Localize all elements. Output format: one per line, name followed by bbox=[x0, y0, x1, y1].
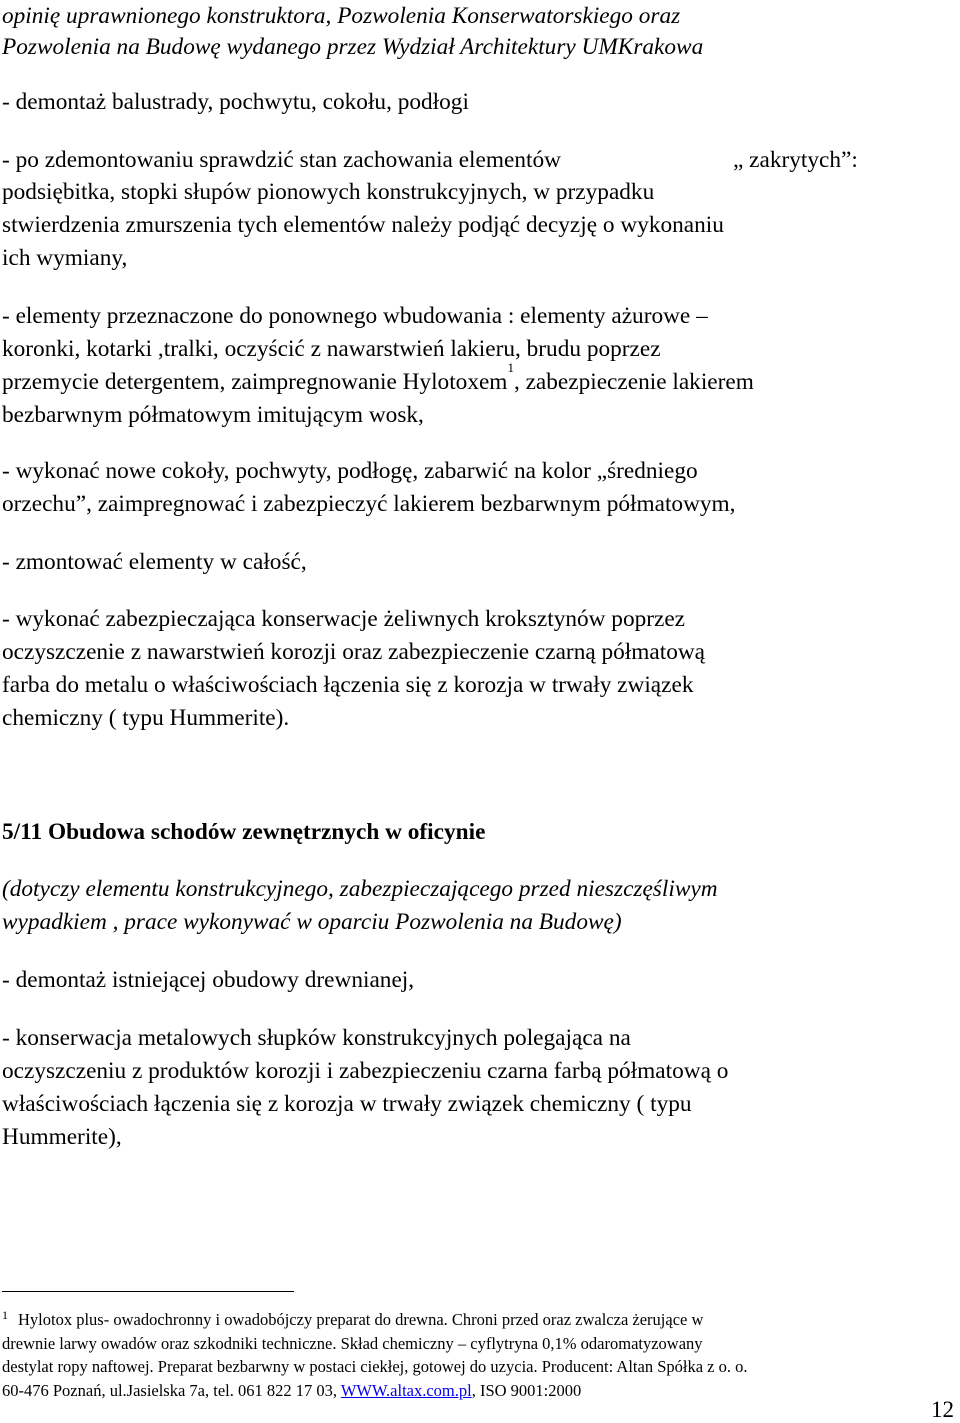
item-elementy-line-3a: przemycie detergentem, zaimpregnowanie Hylotoxem bbox=[2, 369, 508, 395]
item-elementy-line-1: - elementy przeznaczone do ponownego wbudowania : elementy ażurowe – bbox=[2, 303, 708, 329]
item-wykonac-line-1: - wykonać nowe cokoły, pochwyty, podłogę, zabarwić na kolor „średniego bbox=[2, 458, 698, 484]
altax-website-link[interactable]: WWW.altax.com.pl bbox=[340, 1381, 472, 1400]
footnote-line-1 bbox=[2, 1308, 703, 1333]
intro-line-2: Pozwolenia na Budowę wydanego przez Wydział Architektury UMKrakowa bbox=[2, 34, 704, 60]
item-elementy-line-2: koronki, kotarki ,tralki, oczyścić z nawarstwień lakieru, brudu poprzez bbox=[2, 336, 661, 362]
section-note-line-1: (dotyczy elementu konstrukcyjnego, zabezpieczającego przed nieszczęśliwym bbox=[2, 876, 718, 902]
intro-line-1: opinię uprawnionego konstruktora, Pozwolenia Konserwatorskiego oraz bbox=[2, 3, 681, 29]
item-zmontowac: - zmontować elementy w całość, bbox=[2, 549, 307, 575]
section-konserwacja-line-4: Hummerite), bbox=[2, 1124, 122, 1150]
item-sprawdz-line-4: ich wymiany, bbox=[2, 245, 128, 271]
section-demontaz: - demontaż istniejącej obudowy drewnianej, bbox=[2, 967, 415, 993]
item-sprawdz-line-1b: „ zakrytych”: bbox=[733, 147, 858, 173]
section-konserwacja-line-3: właściwościach łączenia się z korozja w trwały związek chemiczny ( typu bbox=[2, 1091, 692, 1117]
section-konserwacja-line-2: oczyszczeniu z produktów korozji i zabezpieczeniu czarna farbą półmatową o bbox=[2, 1058, 729, 1084]
footnote-line-3: destylat ropy naftowej. Preparat bezbarwny w postaci ciekłej, gotowej do uzycia. Producent: Altan Spółka z o. o. bbox=[2, 1357, 748, 1376]
footnote-address: 60-476 Poznań, ul.Jasielska 7a, tel. 061 822 17 03, bbox=[2, 1381, 341, 1400]
item-elementy-line-3b: , zabezpieczenie lakierem bbox=[513, 369, 754, 395]
item-demontaz: - demontaż balustrady, pochwytu, cokołu, podłogi bbox=[2, 89, 469, 115]
footnote-number: 1 bbox=[2, 1308, 8, 1322]
footnote-text-1: Hylotox plus- owadochronny i owadobójczy preparat do drewna. Chroni przed oraz zwalcza żerujące w bbox=[18, 1310, 704, 1329]
item-elementy-line-3 bbox=[2, 360, 754, 399]
footnote-line-4 bbox=[2, 1379, 581, 1402]
footnote-iso: , ISO 9001:2000 bbox=[471, 1381, 582, 1400]
item-konserwacje-line-3: farba do metalu o właściwościach łączenia się z korozja w trwały związek bbox=[2, 672, 694, 698]
item-wykonac-line-2: orzechu”, zaimpregnować i zabezpieczyć lakierem bezbarwnym półmatowym, bbox=[2, 491, 736, 517]
item-sprawdz-line-2: podsiębitka, stopki słupów pionowych konstrukcyjnych, w przypadku bbox=[2, 179, 655, 205]
item-elementy-line-4: bezbarwnym półmatowym imitującym wosk, bbox=[2, 402, 424, 428]
page-number: 12 bbox=[931, 1397, 954, 1422]
item-konserwacje-line-2: oczyszczenie z nawarstwień korozji oraz zabezpieczenie czarną półmatową bbox=[2, 639, 706, 665]
item-konserwacje-line-1: - wykonać zabezpieczająca konserwacje żeliwnych kroksztynów poprzez bbox=[2, 606, 686, 632]
section-konserwacja-line-1: - konserwacja metalowych słupków konstrukcyjnych polegająca na bbox=[2, 1025, 631, 1051]
footnote-line-2: drewnie larwy owadów oraz szkodniki techniczne. Skład chemiczny – cyflytryna 0,1% odaromatyzowany bbox=[2, 1334, 703, 1353]
section-heading: 5/11 Obudowa schodów zewnętrznych w oficynie bbox=[2, 819, 486, 845]
item-konserwacje-line-4: chemiczny ( typu Hummerite). bbox=[2, 705, 290, 731]
section-note-line-2: wypadkiem , prace wykonywać w oparciu Pozwolenia na Budowę) bbox=[2, 909, 622, 935]
item-sprawdz-line-1a: - po zdemontowaniu sprawdzić stan zachowania elementów bbox=[2, 147, 561, 173]
footnote-ref: 1 bbox=[507, 360, 514, 375]
item-sprawdz-line-3: stwierdzenia zmurszenia tych elementów należy podjąć decyzję o wykonaniu bbox=[2, 212, 724, 238]
footnote-separator bbox=[2, 1291, 294, 1292]
